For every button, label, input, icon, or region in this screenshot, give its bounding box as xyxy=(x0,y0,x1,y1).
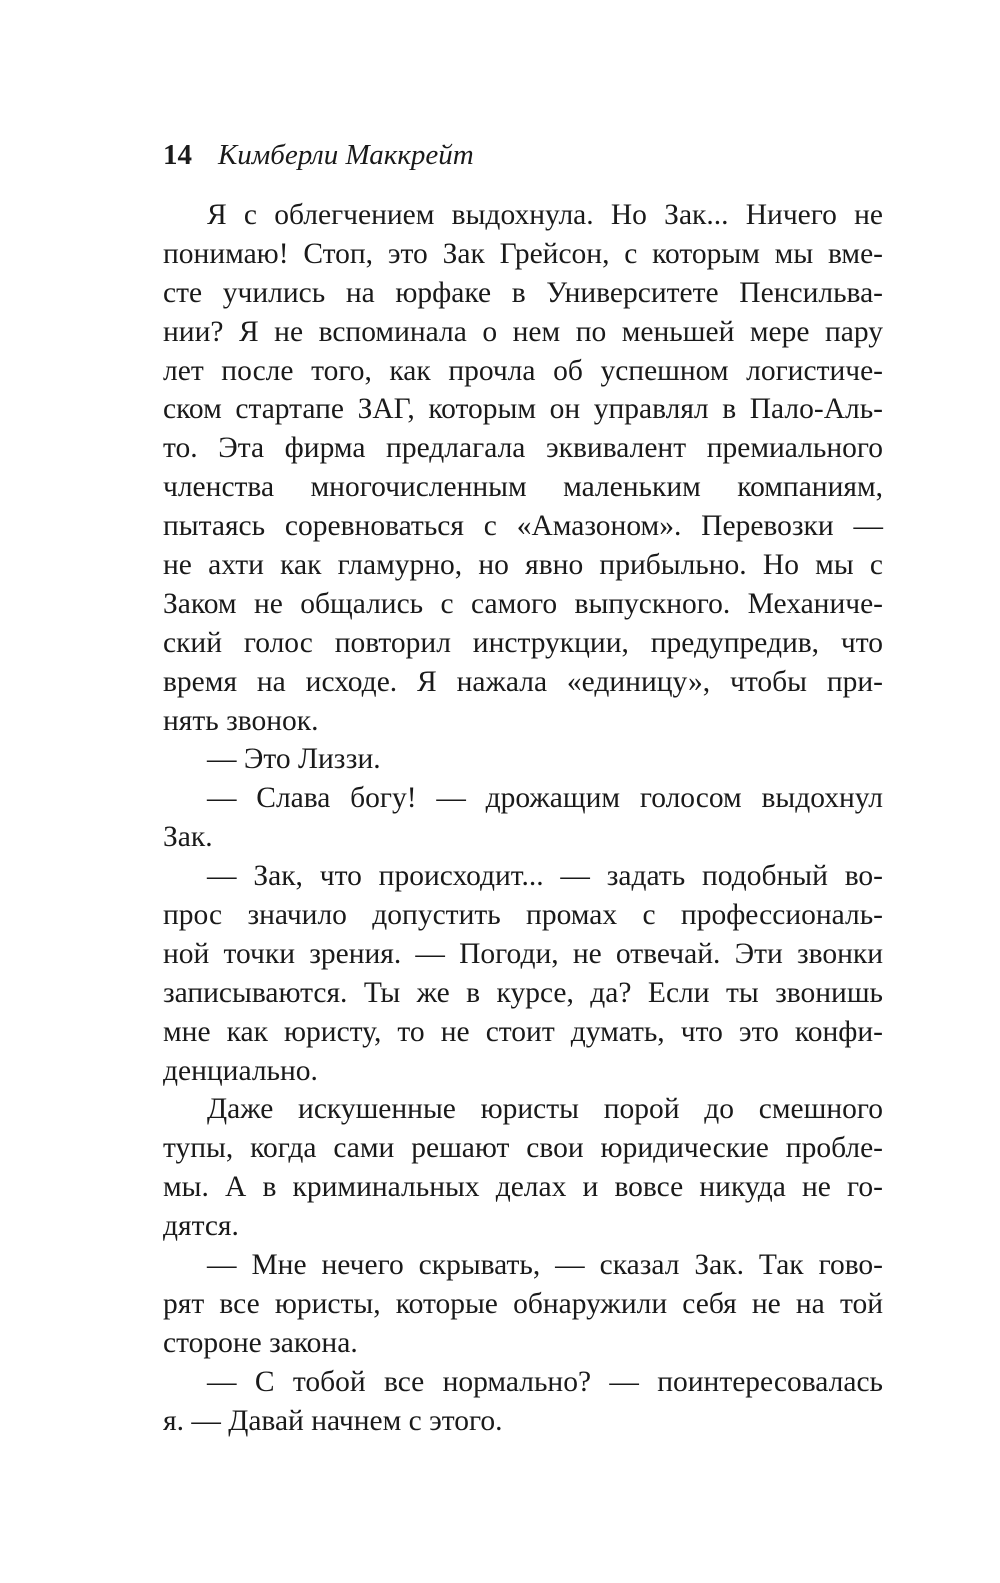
text-line: записываются. Ты же в курсе, да? Если ты звонишь xyxy=(163,976,883,1009)
body-text xyxy=(163,196,883,1441)
text-line: Зак. xyxy=(163,821,213,854)
text-line: понимаю! Стоп, это Зак Грейсон, с которым мы вме- xyxy=(163,237,883,270)
text-line: ной точки зрения. — Погоди, не отвечай. Эти звонки xyxy=(163,937,883,970)
text-line: — С тобой все нормально? — поинтересовалась xyxy=(207,1365,883,1398)
text-line: лет после того, как прочла об успешном логистиче- xyxy=(163,354,883,387)
text-line: я. — Давай начнем с этого. xyxy=(163,1404,503,1437)
text-line: — Слава богу! — дрожащим голосом выдохнул xyxy=(207,782,883,815)
text-line: ский голос повторил инструкции, предупредив, что xyxy=(163,626,883,659)
text-line: время на исходе. Я нажала «единицу», чтобы при- xyxy=(163,665,883,698)
text-line: сте учились на юрфаке в Университете Пенсильва- xyxy=(163,276,883,309)
text-line: — Мне нечего скрывать, — сказал Зак. Так гово- xyxy=(207,1249,883,1282)
text-line: прос значило допустить промах с профессиональ- xyxy=(163,899,883,932)
text-line: нять звонок. xyxy=(163,704,319,737)
running-header xyxy=(163,138,474,172)
text-line: мы. А в криминальных делах и вовсе никуда не го- xyxy=(163,1171,883,1204)
text-line: Заком не общались с самого выпускного. Механиче- xyxy=(163,587,883,620)
text-line: не ахти как гламурно, но явно прибыльно. Но мы с xyxy=(163,549,883,582)
text-line: Даже искушенные юристы порой до смешного xyxy=(207,1093,883,1126)
text-line: стороне закона. xyxy=(163,1326,358,1359)
text-line: — Это Лиззи. xyxy=(207,743,381,776)
text-line: нии? Я не вспоминала о нем по меньшей мере пару xyxy=(163,315,883,348)
text-line: — Зак, что происходит... — задать подобный во- xyxy=(207,860,883,893)
text-line: ском стартапе ЗАГ, которым он управлял в Пало-Аль- xyxy=(163,393,883,426)
text-line: Я с облегчением выдохнула. Но Зак... Ничего не xyxy=(207,199,883,231)
running-title: Кимберли Маккрейт xyxy=(218,139,474,171)
text-line: членства многочисленным маленьким компаниям, xyxy=(163,471,883,504)
text-line: дятся. xyxy=(163,1210,239,1243)
text-line: рят все юристы, которые обнаружили себя не на той xyxy=(163,1287,883,1320)
text-line: тупы, когда сами решают свои юридические пробле- xyxy=(163,1132,883,1165)
text-line: то. Эта фирма предлагала эквивалент премиального xyxy=(163,432,883,465)
page-number: 14 xyxy=(163,139,192,171)
text-line: пытаясь соревноваться с «Амазоном». Перевозки — xyxy=(163,510,883,543)
text-line: денциально. xyxy=(163,1054,318,1087)
text-line: мне как юристу, то не стоит думать, что это конфи- xyxy=(163,1015,883,1048)
